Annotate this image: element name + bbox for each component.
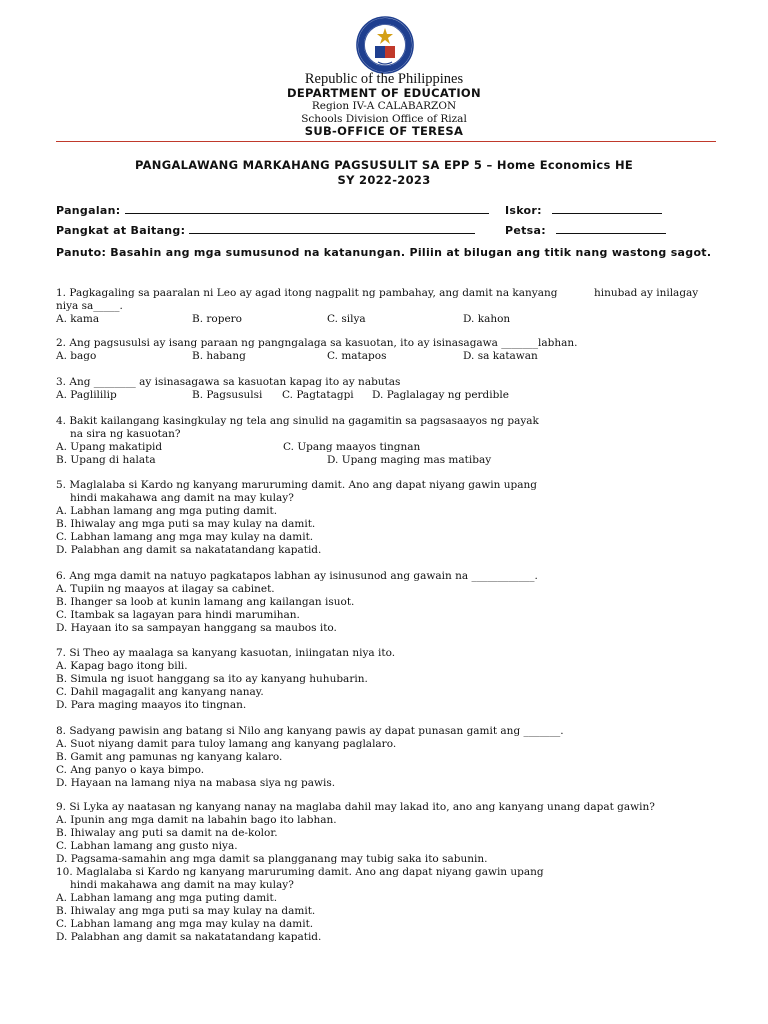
question-10-text-cont: hindi makahawa ang damit na may kulay?: [70, 879, 294, 891]
question-8-option-d[interactable]: D. Hayaan na lamang niya na mabasa siya ng pawis.: [56, 777, 336, 789]
question-6-text: 6. Ang mga damit na natuyo pagkatapos labhan ay isinusunod ang gawain na ____________.: [56, 570, 538, 582]
division-heading: Schools Division Office of Rizal: [301, 113, 467, 125]
question-3-option-a[interactable]: A. Paglililip: [56, 389, 117, 401]
question-1-option-d[interactable]: D. kahon: [463, 313, 511, 325]
question-5-option-c[interactable]: C. Labhan lamang ang mga may kulay na damit.: [56, 531, 314, 543]
question-8-option-a[interactable]: A. Suot niyang damit para tuloy lamang ang kanyang paglalaro.: [56, 738, 397, 750]
question-4-option-a[interactable]: A. Upang makatipid: [56, 441, 163, 453]
question-9-text: 9. Si Lyka ay naatasan ng kanyang nanay na maglaba dahil may lakad ito, ano ang kanyang unang dapat gawin?: [56, 801, 655, 813]
question-1-text: 1. Pagkagaling sa paaralan ni Leo ay agad itong nagpalit ng pambahay, ang damit na kanyang: [56, 287, 558, 299]
question-4-option-d[interactable]: D. Upang maging mas matibay: [327, 454, 492, 466]
question-3-option-c[interactable]: C. Pagtatagpi: [282, 389, 354, 401]
republic-heading: Republic of the Philippines: [304, 71, 464, 87]
question-10-option-a[interactable]: A. Labhan lamang ang mga puting damit.: [56, 892, 278, 904]
region-heading: Region IV-A CALABARZON: [311, 100, 457, 112]
question-7-option-b[interactable]: B. Simula ng isuot hanggang sa ito ay kanyang huhubarin.: [56, 673, 368, 685]
exam-title: PANGALAWANG MARKAHANG PAGSUSULIT SA EPP 5 – Home Economics HE: [134, 158, 634, 172]
question-2-option-d[interactable]: D. sa katawan: [463, 350, 538, 362]
question-5-text: 5. Maglalaba si Kardo ng kanyang maruruming damit. Ano ang dapat niyang gawin upang: [56, 479, 537, 491]
department-heading: DEPARTMENT OF EDUCATION: [287, 86, 481, 100]
question-1-option-c[interactable]: C. silya: [327, 313, 366, 325]
question-10-option-d[interactable]: D. Palabhan ang damit sa nakatatandang kapatid.: [56, 931, 322, 943]
deped-seal-icon: [356, 16, 414, 74]
question-10-option-b[interactable]: B. Ihiwalay ang mga puti sa may kulay na damit.: [56, 905, 316, 917]
name-label: Pangalan:: [56, 204, 121, 217]
question-9-option-d[interactable]: D. Pagsama-samahin ang mga damit sa plangganang may tubig saka ito sabunin.: [56, 853, 488, 865]
question-6-option-a[interactable]: A. Tupiin ng maayos at ilagay sa cabinet.: [56, 583, 275, 595]
question-5-text-cont: hindi makahawa ang damit na may kulay?: [70, 492, 294, 504]
score-label: Iskor:: [505, 204, 542, 217]
date-label: Petsa:: [505, 224, 546, 237]
question-2-option-c[interactable]: C. matapos: [327, 350, 387, 362]
date-blank[interactable]: [556, 222, 666, 234]
instructions: Panuto: Basahin ang mga sumusunod na katanungan. Piliin at bilugan ang titik nang wastong sagot.: [56, 246, 712, 259]
grade-label: Pangkat at Baitang:: [56, 224, 186, 237]
question-4-option-b[interactable]: B. Upang di halata: [56, 454, 156, 466]
question-2-option-b[interactable]: B. habang: [192, 350, 246, 362]
question-6-option-c[interactable]: C. Itambak sa lagayan para hindi marumihan.: [56, 609, 300, 621]
question-1-text-cont: niya sa_____.: [56, 300, 123, 312]
question-3-option-b[interactable]: B. Pagsusulsi: [192, 389, 263, 401]
question-4-option-c[interactable]: C. Upang maayos tingnan: [283, 441, 421, 453]
question-2-text: 2. Ang pagsusulsi ay isang paraan ng pangngalaga sa kasuotan, ito ay isinasagawa _______labhan.: [56, 337, 578, 349]
question-1-option-b[interactable]: B. ropero: [192, 313, 243, 325]
question-10-option-c[interactable]: C. Labhan lamang ang mga may kulay na damit.: [56, 918, 314, 930]
name-blank[interactable]: [125, 202, 489, 214]
question-3-option-d[interactable]: D. Paglalagay ng perdible: [372, 389, 509, 401]
question-7-option-d[interactable]: D. Para maging maayos ito tingnan.: [56, 699, 247, 711]
name-field[interactable]: [56, 202, 489, 217]
grade-blank[interactable]: [189, 222, 475, 234]
question-4-text: 4. Bakit kailangang kasingkulay ng tela ang sinulid na gagamitin sa pagsasaayos ng payak: [56, 415, 539, 427]
question-6-option-d[interactable]: D. Hayaan ito sa sampayan hanggang sa maubos ito.: [56, 622, 337, 634]
question-4-text-cont: na sira ng kasuotan?: [70, 428, 181, 440]
question-1-text-end: hinubad ay inilagay: [594, 287, 699, 299]
score-field[interactable]: [505, 202, 662, 217]
question-9-option-c[interactable]: C. Labhan lamang ang gusto niya.: [56, 840, 238, 852]
question-8-option-c[interactable]: C. Ang panyo o kaya bimpo.: [56, 764, 205, 776]
score-blank[interactable]: [552, 202, 662, 214]
question-7-option-a[interactable]: A. Kapag bago itong bili.: [56, 660, 188, 672]
date-field[interactable]: [505, 222, 666, 237]
question-8-text: 8. Sadyang pawisin ang batang si Nilo ang kanyang pawis ay dapat punasan gamit ang _______.: [56, 725, 564, 737]
question-7-text: 7. Si Theo ay maalaga sa kanyang kasuotan, iniingatan niya ito.: [56, 647, 396, 659]
grade-field[interactable]: [56, 222, 475, 237]
question-2-option-a[interactable]: A. bago: [56, 350, 97, 362]
question-5-option-b[interactable]: B. Ihiwalay ang mga puti sa may kulay na damit.: [56, 518, 316, 530]
question-3-text: 3. Ang ________ ay isinasagawa sa kasuotan kapag ito ay nabutas: [56, 376, 401, 388]
question-5-option-a[interactable]: A. Labhan lamang ang mga puting damit.: [56, 505, 278, 517]
question-9-option-a[interactable]: A. Ipunin ang mga damit na labahin bago ito labhan.: [56, 814, 337, 826]
header-divider: [56, 141, 716, 142]
school-year: SY 2022-2023: [337, 173, 431, 187]
question-7-option-c[interactable]: C. Dahil magagalit ang kanyang nanay.: [56, 686, 264, 698]
question-10-text: 10. Maglalaba si Kardo ng kanyang maruruming damit. Ano ang dapat niyang gawin upang: [56, 866, 544, 878]
question-8-option-b[interactable]: B. Gamit ang pamunas ng kanyang kalaro.: [56, 751, 283, 763]
question-1-option-a[interactable]: A. kama: [56, 313, 100, 325]
question-5-option-d[interactable]: D. Palabhan ang damit sa nakatatandang kapatid.: [56, 544, 322, 556]
sub-office-heading: SUB-OFFICE OF TERESA: [304, 124, 464, 138]
question-9-option-b[interactable]: B. Ihiwalay ang puti sa damit na de-kolor.: [56, 827, 278, 839]
question-6-option-b[interactable]: B. Ihanger sa loob at kunin lamang ang kailangan isuot.: [56, 596, 355, 608]
